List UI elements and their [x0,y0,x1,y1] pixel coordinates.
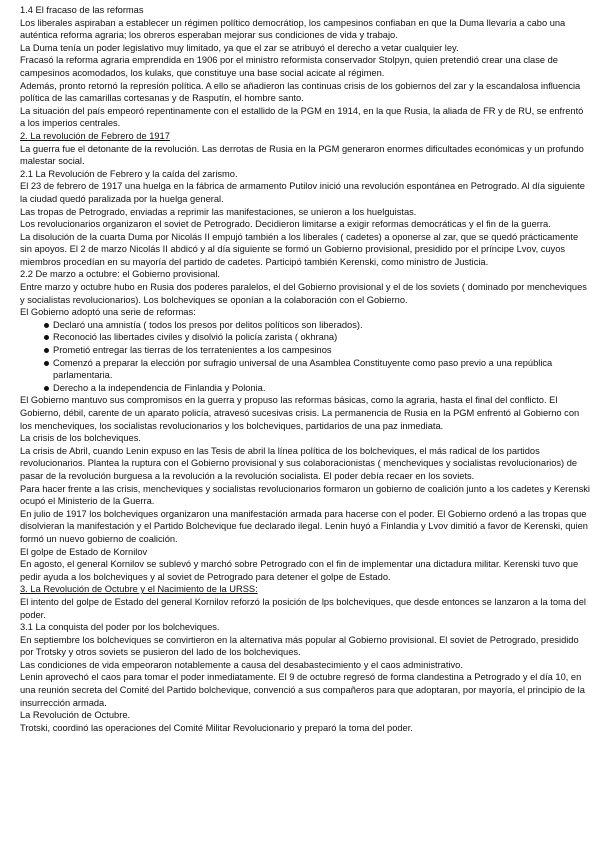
section-heading: 1.4 El fracaso de las reformas [20,5,144,15]
section-heading: 2.1 La Revolución de Febrero y la caída del zarismo. [20,168,238,179]
paragraph: El 23 de febrero de 1917 una huelga en la fábrica de armamento Putilov inició una revolución espontánea en Petrogrado. Al día siguiente la ciudad quedó paralizada por la huelga general. [20,181,585,204]
paragraph: Además, pronto retornó la represión política. A ello se añadieron las continuas crisis de los gobiernos del zar y la escandalosa influencia política de las camarillas cortesanas y de Rasputín, el hombre santo. [20,80,581,104]
section-heading: La crisis de los bolcheviques. [20,433,141,444]
section-heading: La Revolución de Octubre. [20,710,131,721]
paragraph: En julio de 1917 los bolcheviques organizaron una manifestación armada para hacerse con el poder. El Gobierno ordenó a las tropas que disolvieran la manifestación y el Partido Bolchevique fue declarado ilegal. Lenin huyó a Finlandia y Lvov dimitió a favor de Kerenski, quien formó un nuevo gobierno de coalición. [20,508,588,544]
paragraph: La crisis de Abril, cuando Lenin expuso en las Tesis de abril la línea política de los bolcheviques, el más radical de los partidos revolucionarios. Plantea la ruptura con el Gobierno provisional y sus colaboracionistas ( mencheviques y socialistas revolucionarios) de pasar de la revolución burguesa a la revolución a la revolución socialista. El poder debía recaer en los soviets. [20,445,578,481]
section-heading: 3.1 La conquista del poder por los bolcheviques. [20,622,220,633]
paragraph: Los revolucionarios organizaron el soviet de Petrogrado. Decidieron limitarse a exigir reformas democráticas y el fin de la guerra. [20,219,551,230]
paragraph: Las condiciones de vida empeoraron notablemente a causa del desabastecimiento y el caos administrativo. [20,659,463,670]
paragraph: La disolución de la cuarta Duma por Nicolás II empujó también a los liberales ( cadetes) a oponerse al zar, que se quedó prácticamente sin apoyos. El 2 de marzo Nicolás II abdicó y al día siguiente se formó un Gobierno provisional, presidido por el príncipe Lvov, cuyos miembros procedían en su mayoría del partido de cadetes. Participó también Kerenski, como ministro de Justicia. [20,231,579,267]
paragraph: El intento del golpe de Estado del general Kornilov reforzó la posición de lps bolcheviques, que desde entonces se lanzaron a la toma del poder. [20,596,586,620]
paragraph: Fracasó la reforma agraria emprendida en 1906 por el ministro reformista conservador Stolpyn, quien pretendió crear una clase de campesinos acomodados, los kulaks, que constituye una base social acicate al régimen. [20,55,558,78]
section-heading: 2. La revolución de Febrero de 1917 [20,130,170,141]
paragraph: El Gobierno adoptó una serie de reformas: [20,307,196,318]
paragraph: Entre marzo y octubre hubo en Rusia dos poderes paralelos, el del Gobierno provisional y el de los soviets ( dominado por mencheviques y socialistas revolucionarios). Los bolcheviques se oponían a la colaboración con el Gobierno. [20,282,587,305]
paragraph: Las tropas de Petrogrado, enviadas a reprimir las manifestaciones, se unieron a los huelguistas. [20,206,417,217]
paragraph: En septiembre los bolcheviques se convirtieron en la alternativa más popular al Gobierno provisional. El soviet de Petrogrado, presidido por Trotsky y otros soviets se pusieron del lado de los bolcheviques. [20,634,579,658]
section-heading: El golpe de Estado de Kornilov [20,546,148,557]
paragraph: La situación del país empeoró repentinamente con el estallido de la PGM en 1914, en la que Rusia, la aliada de FR y de RU, se enfrentó a los imperios centrales. [20,105,584,129]
list-item: Declaró una amnistía ( todos los presos por delitos políticos son liberados). [46,319,590,332]
paragraph: Trotski, coordinó las operaciones del Comité Militar Revolucionario y preparó la toma del poder. [20,722,413,733]
list-item: Reconoció las libertades civiles y disolvió la policía zarista ( okhrana) [46,331,590,344]
section-heading: 3. La Revolución de Octubre y el Nacimiento de la URSS: [20,584,258,595]
list-item: Derecho a la independencia de Finlandia y Polonia. [46,382,590,395]
paragraph: La guerra fue el detonante de la revolución. Las derrotas de Rusia en la PGM generaron enormes dificultades económicas y un profundo malestar social. [20,143,584,167]
paragraph: Lenin aprovechó el caos para tomar el poder inmediatamente. El 9 de octubre regresó de forma clandestina a Petrogrado y el día 10, en una reunión secreta del Comité del Partido bolchevique, convenció a sus compañeros para que adoptaran, por mayoría, el principio de la insurrección armada. [20,672,585,708]
paragraph: Los liberales aspiraban a establecer un régimen político democrátiop, los campesinos confiaban en que la Duma llevaría a cabo una auténtica reforma agraria; los obreros esperaban mejorar sus condiciones de vida y trabajo. [20,17,566,41]
paragraph: Para hacer frente a las crisis, mencheviques y socialistas revolucionarios formaron un gobierno de coalición junto a los cadetes y Kerenski ocupó el Ministerio de la Guerra. [20,483,590,507]
paragraph: En agosto, el general Kornilov se sublevó y marchó sobre Petrogrado con el fin de implementar una dictadura militar. Kerenski tuvo que pedir ayuda a los bolcheviques y al soviet de Petrogrado para detener el golpe de Estado. [20,559,579,582]
section-heading: 2.2 De marzo a octubre: el Gobierno provisional. [20,269,220,280]
list-item: Comenzó a preparar la elección por sufragio universal de una Asamblea Constituyente como paso previo a una república parlamentaria. [46,357,590,382]
list-item: Prometió entregar las tierras de los terratenientes a los campesinos [46,344,590,357]
paragraph: La Duma tenía un poder legislativo muy limitado, ya que el zar se atribuyó el derecho a vetar cualquier ley. [20,42,459,53]
paragraph: El Gobierno mantuvo sus compromisos en la guerra y propuso las reformas básicas, como la agraria, hasta el final del conflicto. El Gobierno, débil, carente de un aparato policía, atravesó sucesivas crisis. La permanencia de Rusia en la PGM enfrentó al Gobierno con los mencheviques, los socialistas revolucionarios y los bolcheviques, partidarios de una paz inmediata. [20,395,580,431]
bullet-list [20,319,590,395]
